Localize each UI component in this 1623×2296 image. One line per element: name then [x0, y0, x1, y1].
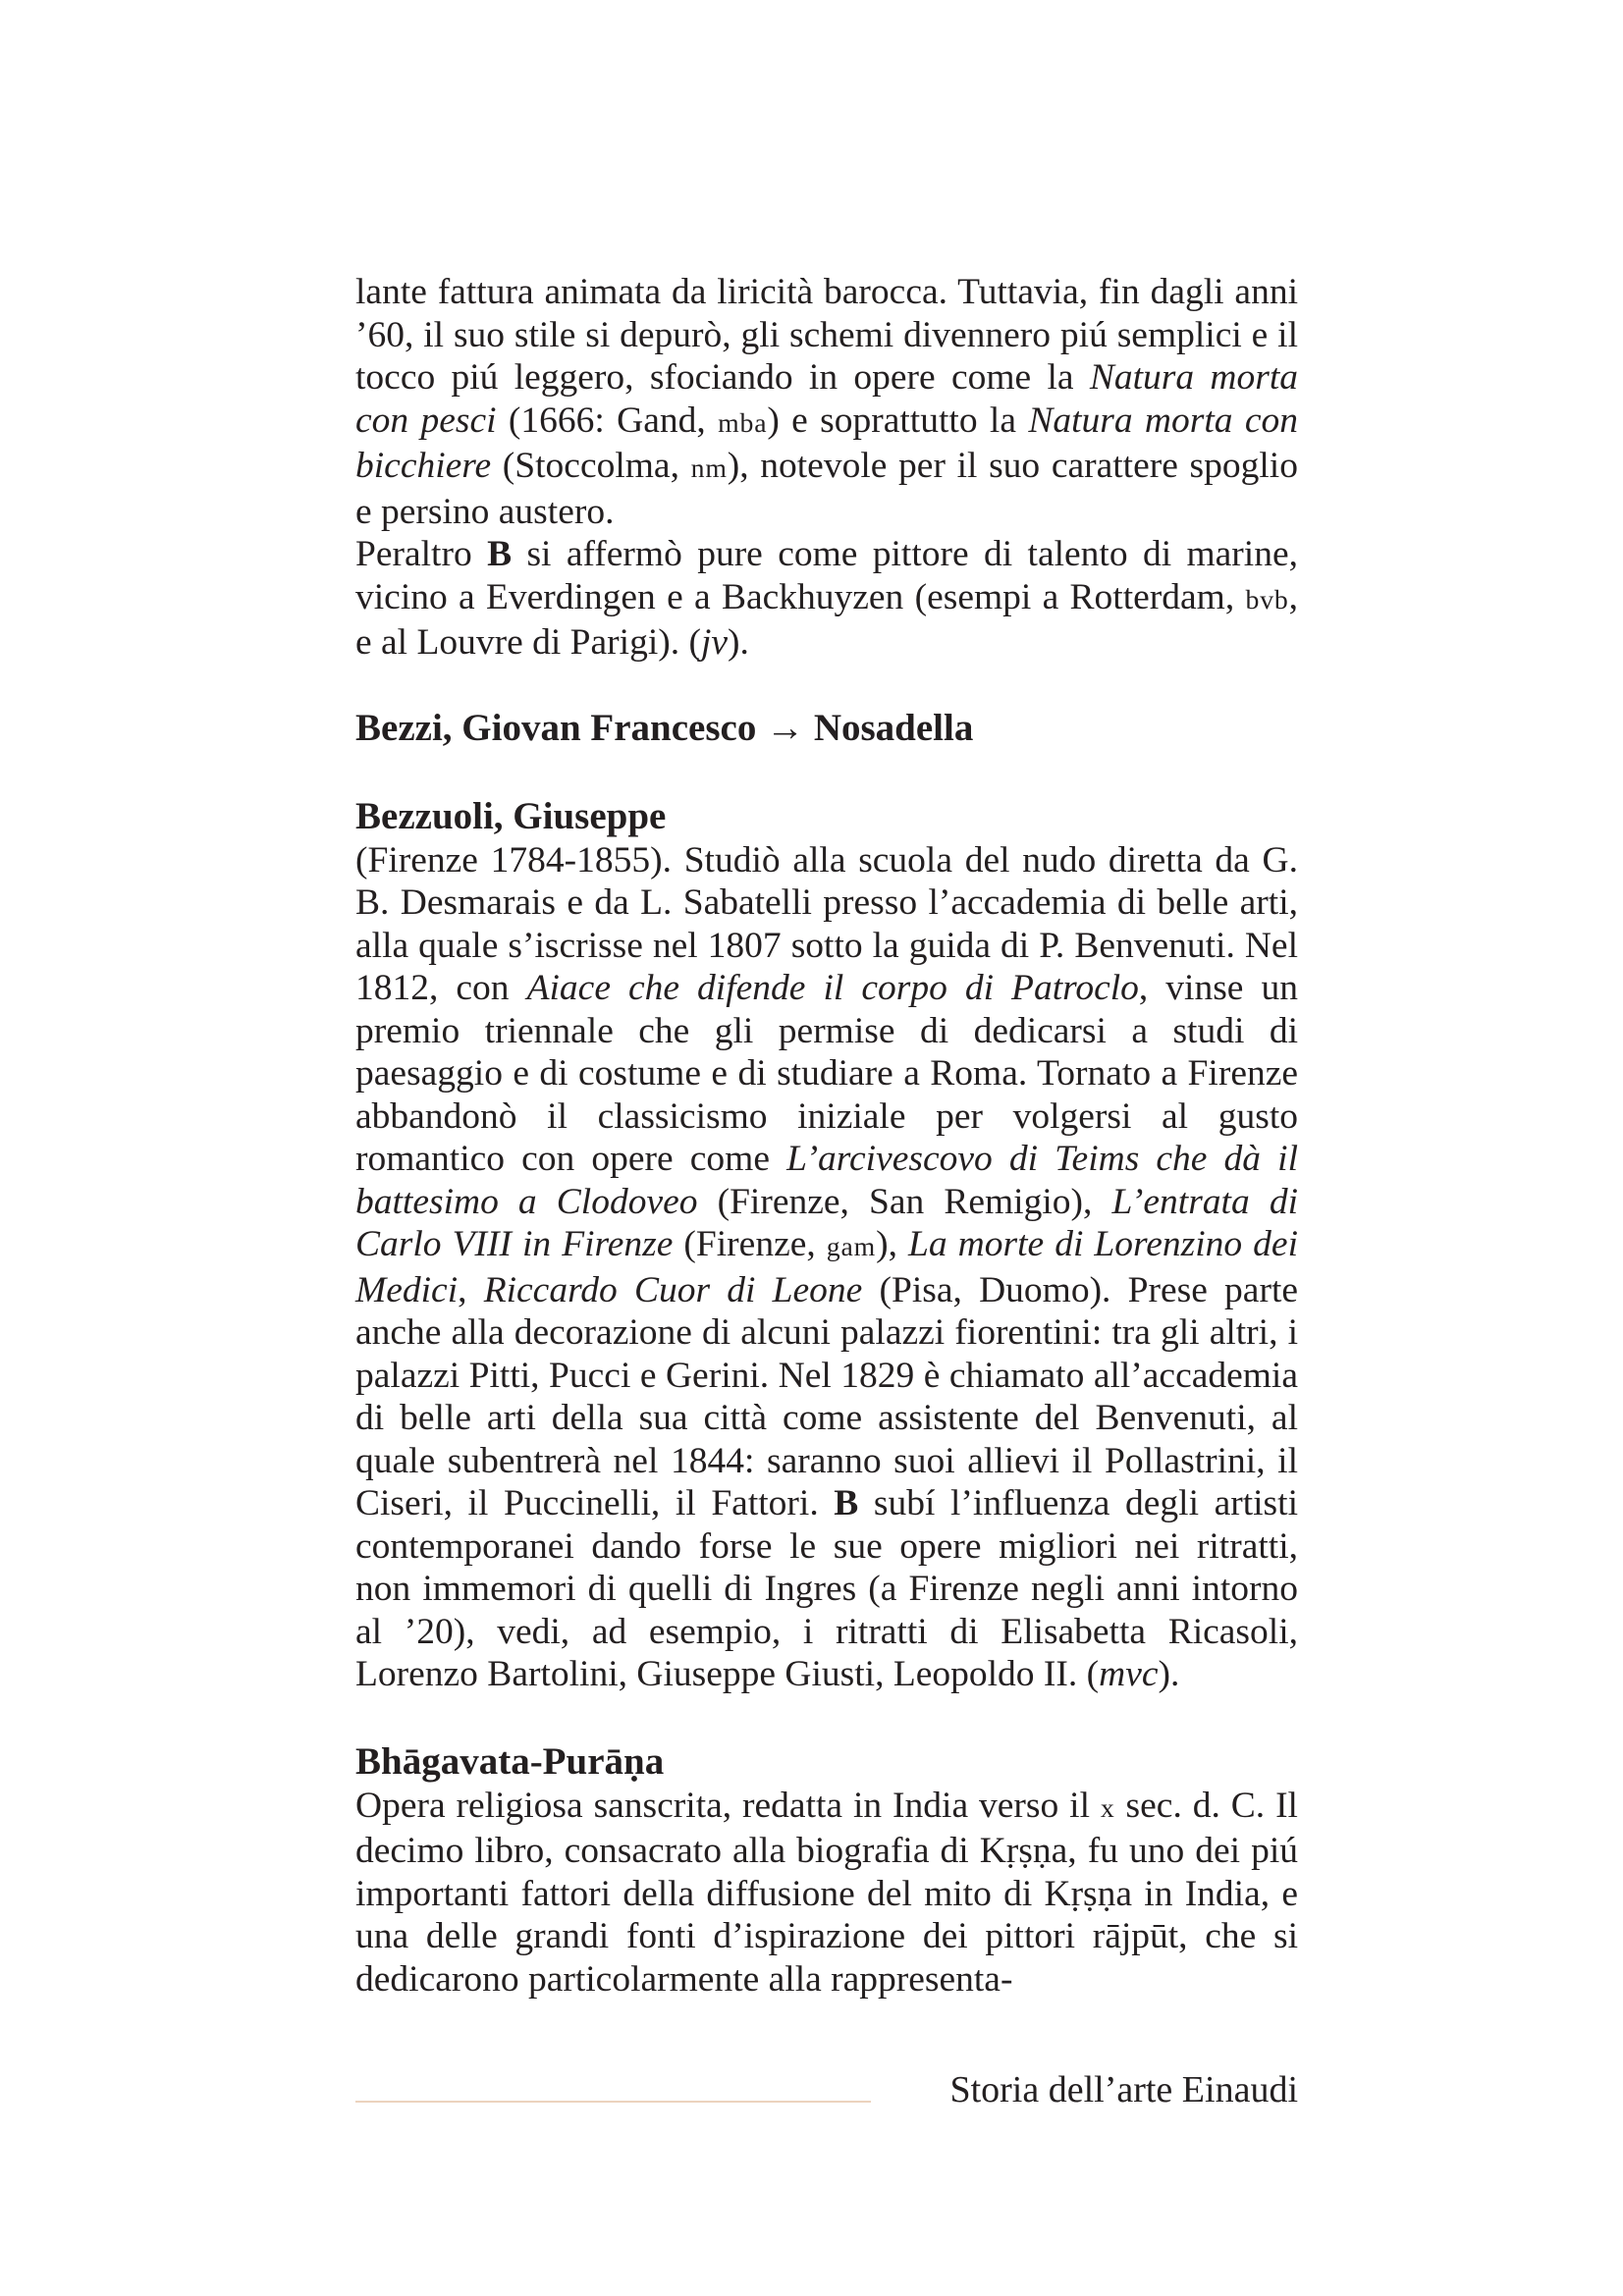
text-run: subí l’influenza degli artisti contemporanei dando forse le sue opere migliori nei ritratti, non immemori di quelli di Ingres (a Firenze negli anni intorno al ’20), vedi, ad esempio, i ritratti di Elisabetta Ricasoli, Lorenzo Bartolini, Giuseppe Giusti, Leopoldo II. (	[355, 1483, 1298, 1694]
spacer	[355, 751, 1298, 794]
century-numeral: x	[1100, 1792, 1115, 1824]
museum-abbreviation: nm	[690, 454, 728, 484]
museum-abbreviation: bvb	[1245, 584, 1289, 615]
museum-abbreviation: mba	[718, 407, 768, 439]
continuation-paragraph	[355, 533, 1298, 665]
text-run: lante fattura animata da liricità barocca. Tuttavia, fin dagli anni ’60, il suo stile si depurò, gli schemi divennero piú semplici e il tocco piú leggero, sfociando in opere come la	[355, 272, 1298, 398]
subject-initial: B	[487, 534, 513, 574]
author-initials: jv	[700, 622, 729, 663]
entry-heading-text: Bezzi, Giovan Francesco	[355, 706, 757, 749]
cross-reference-link[interactable]: Nosadella	[813, 706, 974, 749]
text-run: ), notevole per il suo carattere spoglio e persino austero.	[355, 446, 1298, 532]
footer-label: Storia dell’arte Einaudi	[949, 2069, 1298, 2110]
artwork-title: Natura morta con pesci	[355, 357, 1298, 441]
artwork-title: Riccardo Cuor di Leone	[483, 1269, 863, 1310]
text-run: ) e soprattutto la	[767, 400, 1029, 441]
text-run: ,	[458, 1269, 484, 1310]
entry-heading-bezzi	[355, 706, 1298, 751]
artwork-title: L’entrata di Carlo VIII in Firenze	[355, 1181, 1298, 1264]
text-run: ).	[728, 622, 749, 663]
text-run: si affermò pure come pittore di talento di marine, vicino a Everdingen e a Backhuyzen (esempi a Rotterdam,	[355, 534, 1298, 617]
entry-body-bhagavata	[355, 1785, 1298, 2002]
text-run: (1666: Gand,	[496, 400, 719, 441]
continuation-paragraph	[355, 271, 1298, 533]
text-run: sec. d. C. Il decimo libro, consacrato alla biografia di Kṛṣṇa, fu uno dei piú importanti fattori della diffusione del mito di Kṛṣṇa in India, e una delle grandi fonti d’ispirazione dei pittori rājpūt, che si dedicarono particolarmente alla rappresenta-	[355, 1785, 1298, 2000]
text-run: , vinse un premio triennale che gli permise di dedicarsi a studi di paesaggio e di costume e di studiare a Roma. Tornato a Firenze abbandonò il classicismo iniziale per volgersi al gusto romantico con opere come	[355, 968, 1298, 1179]
entry-body-bezzuoli	[355, 839, 1298, 1696]
subject-initial: B	[834, 1483, 859, 1523]
text-run: Opera religiosa sanscrita, redatta in India verso il	[355, 1785, 1101, 1826]
text-run: (Firenze,	[673, 1224, 827, 1264]
text-run: ).	[1158, 1654, 1180, 1694]
spacer	[355, 1696, 1298, 1739]
spacer	[355, 665, 1298, 706]
text-run: , e al Louvre di Parigi). (	[355, 576, 1298, 663]
entry-heading-bezzuoli: Bezzuoli, Giuseppe	[355, 794, 667, 837]
cross-reference-arrow-icon: →	[766, 706, 805, 749]
text-run: (Firenze, San Remigio),	[697, 1181, 1112, 1222]
artwork-title: La morte di Lorenzino dei Medici	[355, 1224, 1298, 1310]
museum-abbreviation: gam	[826, 1232, 877, 1262]
footer-rule	[355, 2101, 871, 2103]
text-run: Peraltro	[355, 534, 488, 574]
author-initials: mvc	[1099, 1654, 1159, 1694]
page-footer	[355, 2063, 1298, 2116]
artwork-title: L’arcivescovo di Teims che dà il battesimo a Clodoveo	[355, 1139, 1298, 1222]
page-body	[355, 271, 1298, 2001]
entry-heading-bhagavata: Bhāgavata-Purāṇa	[355, 1739, 665, 1783]
artwork-title: Aiace che difende il corpo di Patroclo	[526, 968, 1139, 1008]
text-run: ),	[876, 1224, 908, 1264]
text-run: (Stoccolma,	[491, 446, 691, 486]
artwork-title: Natura morta con bicchiere	[355, 400, 1298, 486]
text-run: (Firenze 1784-1855). Studiò alla scuola del nudo diretta da G. B. Desmarais e da L. Sabatelli presso l’accademia di belle arti, alla quale s’iscrisse nel 1807 sotto la guida di P. Benvenuti. Nel 1812, con	[355, 839, 1298, 1008]
text-run: (Pisa, Duomo). Prese parte anche alla decorazione di alcuni palazzi fiorentini: tra gli altri, i palazzi Pitti, Pucci e Gerini. Nel 1829 è chiamato all’accademia di belle arti della sua città come assistente del Benvenuti, al quale subentrerà nel 1844: saranno suoi allievi il Pollastrini, il Ciseri, il Puccinelli, il Fattori.	[355, 1269, 1299, 1523]
